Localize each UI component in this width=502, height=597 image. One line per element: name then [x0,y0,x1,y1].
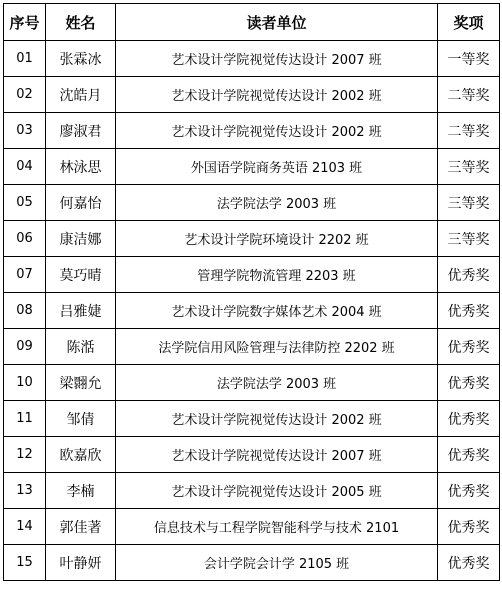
header-unit: 读者单位 [116,4,438,41]
cell-name: 陈湉 [46,329,116,365]
cell-no: 08 [4,293,46,329]
header-row [4,4,500,41]
cell-no: 13 [4,473,46,509]
header-award: 奖项 [438,4,500,41]
award-table [3,3,500,581]
cell-award: 三等奖 [438,185,500,221]
cell-no: 14 [4,509,46,545]
cell-name: 梁翾允 [46,365,116,401]
cell-unit: 会计学院会计学 2105 班 [116,545,438,581]
cell-award: 二等奖 [438,113,500,149]
table-body [4,41,500,581]
cell-award: 优秀奖 [438,401,500,437]
cell-name: 何嘉怡 [46,185,116,221]
cell-no: 11 [4,401,46,437]
cell-no: 05 [4,185,46,221]
cell-award: 二等奖 [438,77,500,113]
table-row [4,185,500,221]
cell-unit: 艺术设计学院数字媒体艺术 2004 班 [116,293,438,329]
cell-no: 01 [4,41,46,77]
cell-award: 优秀奖 [438,293,500,329]
table-row [4,221,500,257]
cell-award: 三等奖 [438,149,500,185]
cell-unit: 法学院法学 2003 班 [116,365,438,401]
cell-name: 康洁娜 [46,221,116,257]
table-row [4,293,500,329]
table-row [4,509,500,545]
cell-unit: 艺术设计学院视觉传达设计 2002 班 [116,113,438,149]
header-name: 姓名 [46,4,116,41]
cell-no: 02 [4,77,46,113]
table-row [4,41,500,77]
cell-name: 欧嘉欣 [46,437,116,473]
cell-unit: 艺术设计学院视觉传达设计 2007 班 [116,437,438,473]
cell-name: 张霖冰 [46,41,116,77]
cell-award: 优秀奖 [438,365,500,401]
cell-no: 04 [4,149,46,185]
cell-award: 优秀奖 [438,509,500,545]
cell-name: 邹倩 [46,401,116,437]
cell-no: 15 [4,545,46,581]
cell-unit: 艺术设计学院环境设计 2202 班 [116,221,438,257]
cell-award: 优秀奖 [438,329,500,365]
table-row [4,329,500,365]
table-row [4,257,500,293]
cell-name: 郭佳著 [46,509,116,545]
table-row [4,473,500,509]
cell-name: 林泳思 [46,149,116,185]
cell-no: 03 [4,113,46,149]
table-row [4,365,500,401]
table-row [4,545,500,581]
cell-unit: 管理学院物流管理 2203 班 [116,257,438,293]
cell-unit: 艺术设计学院视觉传达设计 2002 班 [116,401,438,437]
cell-unit: 艺术设计学院视觉传达设计 2002 班 [116,77,438,113]
cell-no: 06 [4,221,46,257]
cell-no: 10 [4,365,46,401]
cell-unit: 法学院信用风险管理与法律防控 2202 班 [116,329,438,365]
cell-name: 吕雅婕 [46,293,116,329]
cell-award: 一等奖 [438,41,500,77]
cell-unit: 外国语学院商务英语 2103 班 [116,149,438,185]
cell-award: 三等奖 [438,221,500,257]
cell-award: 优秀奖 [438,257,500,293]
cell-award: 优秀奖 [438,545,500,581]
cell-unit: 信息技术与工程学院智能科学与技术 2101 [116,509,438,545]
cell-name: 李楠 [46,473,116,509]
cell-award: 优秀奖 [438,473,500,509]
table-row [4,437,500,473]
cell-name: 沈皓月 [46,77,116,113]
cell-unit: 艺术设计学院视觉传达设计 2005 班 [116,473,438,509]
cell-name: 莫巧晴 [46,257,116,293]
cell-name: 廖淑君 [46,113,116,149]
cell-no: 12 [4,437,46,473]
cell-unit: 法学院法学 2003 班 [116,185,438,221]
cell-name: 叶静妍 [46,545,116,581]
cell-unit: 艺术设计学院视觉传达设计 2007 班 [116,41,438,77]
cell-award: 优秀奖 [438,437,500,473]
table-row [4,77,500,113]
table-row [4,113,500,149]
header-no: 序号 [4,4,46,41]
table-row [4,149,500,185]
table-row [4,401,500,437]
cell-no: 09 [4,329,46,365]
table-header [4,4,500,41]
cell-no: 07 [4,257,46,293]
